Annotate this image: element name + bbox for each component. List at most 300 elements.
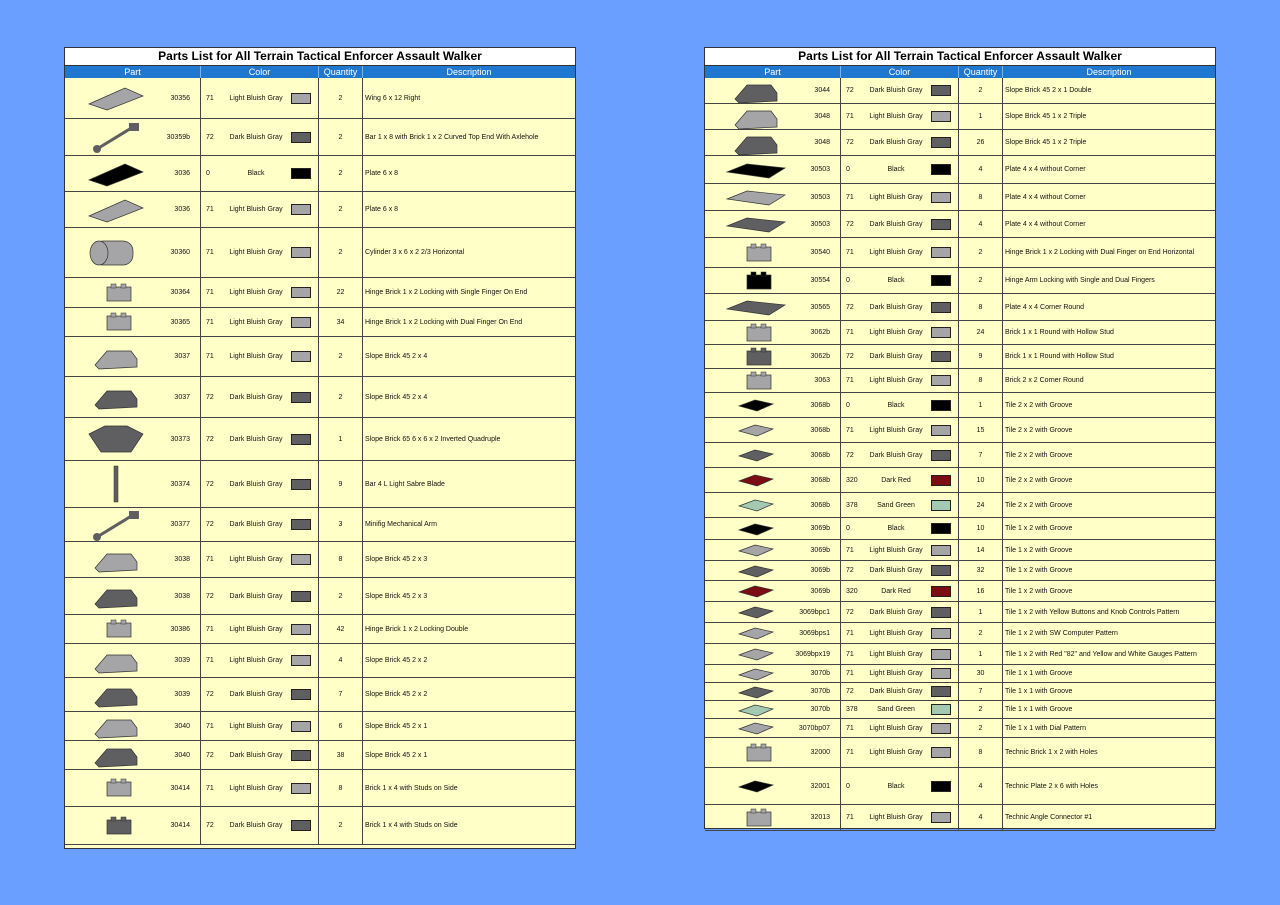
color-code: 72 (846, 608, 854, 616)
description-cell: Tile 1 x 1 with Groove (1005, 688, 1073, 695)
part-image-icon (71, 418, 161, 460)
color-name: Light Bluish Gray (229, 94, 283, 102)
part-image-icon (711, 701, 801, 718)
color-code: 72 (846, 688, 854, 695)
description-cell: Plate 6 x 8 (365, 170, 399, 177)
table-row (705, 683, 1215, 701)
part-cell (65, 542, 201, 577)
color-name: Black (887, 166, 905, 173)
quantity-cell: 24 (959, 321, 1003, 344)
part-image-icon (711, 561, 801, 580)
color-swatch (931, 565, 951, 576)
part-image-icon (71, 615, 161, 643)
parts-list-title: Parts List for All Terrain Tactical Enforcer Assault Walker (705, 48, 1215, 66)
quantity-cell: 16 (959, 581, 1003, 601)
part-image-icon (711, 719, 801, 737)
part-number: 30414 (170, 822, 190, 829)
part-image-icon (71, 712, 161, 740)
table-row (65, 712, 575, 741)
table-row (65, 192, 575, 228)
part-image-icon (711, 104, 801, 129)
part-image-icon (71, 228, 161, 277)
color-name: Dark Red (881, 476, 911, 484)
part-image-icon (711, 644, 801, 664)
color-cell (841, 561, 959, 580)
color-code: 71 (846, 670, 854, 677)
color-name: Light Bluish Gray (869, 670, 923, 677)
quantity-cell: 22 (319, 278, 363, 307)
color-code: 71 (206, 206, 214, 213)
part-cell (65, 508, 201, 541)
color-code: 71 (846, 724, 854, 732)
color-cell (201, 78, 319, 118)
color-code: 72 (846, 451, 854, 459)
part-image-icon (71, 678, 161, 711)
color-code: 71 (846, 249, 854, 256)
part-number: 3068b (810, 476, 830, 484)
description-cell: Tile 1 x 2 with SW Computer Pattern (1005, 629, 1118, 637)
color-cell (201, 461, 319, 507)
part-cell (65, 278, 201, 307)
color-cell (201, 119, 319, 155)
color-name: Dark Bluish Gray (229, 393, 283, 401)
color-swatch (291, 519, 311, 530)
quantity-cell: 8 (959, 369, 1003, 392)
color-swatch (291, 721, 311, 732)
color-code: 72 (846, 303, 854, 311)
color-cell (841, 294, 959, 320)
color-cell (201, 542, 319, 577)
color-cell (841, 493, 959, 517)
part-cell (705, 581, 841, 601)
header-description: Description (446, 67, 492, 77)
parts-list-right (704, 47, 1216, 829)
part-cell (65, 156, 201, 191)
color-code: 71 (206, 318, 214, 326)
part-cell (705, 418, 841, 442)
table-row (65, 578, 575, 615)
color-swatch (931, 400, 951, 411)
color-code: 71 (846, 377, 854, 384)
color-name: Dark Bluish Gray (229, 822, 283, 829)
color-code: 71 (846, 629, 854, 637)
quantity-cell: 2 (319, 337, 363, 376)
table-row (705, 644, 1215, 665)
part-image-icon (711, 738, 801, 767)
part-number: 3037 (174, 393, 190, 401)
table-row (705, 443, 1215, 468)
description-cell: Slope Brick 45 2 x 3 (365, 556, 428, 563)
description-cell: Brick 1 x 1 Round with Hollow Stud (1005, 329, 1114, 336)
table-row (705, 294, 1215, 321)
color-swatch (291, 168, 311, 179)
color-cell (841, 701, 959, 718)
part-cell (705, 561, 841, 580)
color-cell (841, 644, 959, 664)
color-swatch (931, 704, 951, 715)
color-name: Light Bluish Gray (869, 113, 923, 120)
table-row (705, 602, 1215, 623)
part-image-icon (711, 581, 801, 601)
color-name: Black (247, 170, 265, 177)
color-swatch (291, 247, 311, 258)
description-cell: Hinge Brick 1 x 2 Locking with Single Finger On End (365, 289, 528, 296)
color-cell (841, 345, 959, 368)
part-image-icon (71, 337, 161, 376)
color-swatch (931, 425, 951, 436)
part-cell (65, 741, 201, 769)
color-code: 71 (206, 625, 214, 633)
part-number: 3036 (174, 206, 190, 213)
part-image-icon (711, 768, 801, 804)
part-image-icon (71, 119, 161, 155)
color-code: 71 (846, 749, 854, 756)
part-number: 3069b (810, 546, 830, 554)
color-name: Light Bluish Gray (229, 625, 283, 633)
color-swatch (291, 783, 311, 794)
table-row (65, 156, 575, 192)
part-cell (705, 294, 841, 320)
quantity-cell: 2 (319, 192, 363, 227)
table-row (705, 468, 1215, 493)
part-number: 30356 (170, 94, 190, 102)
color-code: 72 (846, 353, 854, 360)
description-cell: Hinge Brick 1 x 2 Locking with Dual Finger on End Horizontal (1005, 249, 1195, 256)
table-row (65, 461, 575, 508)
parts-list-left (64, 47, 576, 849)
part-number: 3068b (810, 426, 830, 434)
color-name: Black (887, 401, 905, 409)
color-swatch (931, 649, 951, 660)
color-cell (201, 508, 319, 541)
color-name: Light Bluish Gray (229, 318, 283, 326)
color-cell (201, 615, 319, 643)
color-code: 72 (206, 592, 214, 600)
color-name: Dark Bluish Gray (869, 567, 923, 574)
color-cell (201, 678, 319, 711)
description-cell: Technic Plate 2 x 6 with Holes (1005, 782, 1098, 790)
quantity-cell: 2 (959, 268, 1003, 293)
description-cell: Slope Brick 45 2 x 1 (365, 722, 428, 730)
part-image-icon (711, 130, 801, 155)
description-cell: Plate 4 x 4 Corner Round (1005, 303, 1084, 311)
description-cell: Brick 2 x 2 Corner Round (1005, 377, 1084, 384)
color-code: 71 (846, 329, 854, 336)
color-swatch (931, 192, 951, 203)
quantity-cell: 42 (319, 615, 363, 643)
part-cell (705, 738, 841, 767)
quantity-cell: 4 (959, 805, 1003, 830)
part-image-icon (71, 578, 161, 614)
color-name: Dark Bluish Gray (229, 133, 283, 141)
color-name: Dark Bluish Gray (869, 139, 923, 146)
description-cell: Tile 2 x 2 with Groove (1005, 476, 1073, 484)
color-name: Light Bluish Gray (869, 814, 923, 821)
color-name: Dark Red (881, 587, 911, 595)
part-number: 3068b (810, 501, 830, 509)
part-image-icon (711, 623, 801, 643)
part-image-icon (711, 156, 801, 183)
part-number: 3038 (174, 556, 190, 563)
header-quantity: Quantity (959, 66, 1003, 78)
quantity-cell: 8 (959, 184, 1003, 210)
color-cell (201, 228, 319, 277)
color-swatch (931, 628, 951, 639)
color-cell (841, 418, 959, 442)
color-code: 72 (206, 822, 214, 829)
description-cell: Tile 1 x 2 with Groove (1005, 567, 1073, 574)
color-name: Light Bluish Gray (869, 546, 923, 554)
color-swatch (291, 689, 311, 700)
table-row (705, 238, 1215, 268)
color-swatch (931, 607, 951, 618)
table-row (705, 369, 1215, 393)
color-name: Dark Bluish Gray (869, 451, 923, 459)
color-name: Light Bluish Gray (869, 329, 923, 336)
quantity-cell: 9 (319, 461, 363, 507)
part-cell (705, 268, 841, 293)
table-row (705, 540, 1215, 561)
quantity-cell: 8 (959, 294, 1003, 320)
color-swatch (931, 545, 951, 556)
description-cell: Slope Brick 45 2 x 1 Double (1005, 87, 1092, 94)
color-code: 320 (846, 476, 858, 484)
part-cell (705, 719, 841, 737)
color-name: Dark Bluish Gray (869, 87, 923, 94)
part-number: 3044 (814, 87, 830, 94)
color-code: 0 (846, 277, 850, 284)
part-number: 30364 (170, 289, 190, 296)
part-image-icon (71, 807, 161, 844)
color-cell (201, 278, 319, 307)
part-cell (705, 321, 841, 344)
color-cell (841, 805, 959, 830)
part-number: 30359b (166, 133, 190, 141)
part-image-icon (71, 78, 161, 118)
color-cell (841, 156, 959, 183)
part-number: 30360 (170, 249, 190, 256)
quantity-cell: 1 (319, 418, 363, 460)
part-cell (65, 418, 201, 460)
part-image-icon (71, 741, 161, 769)
parts-table-body (65, 78, 575, 845)
color-swatch (291, 820, 311, 831)
color-swatch (931, 351, 951, 362)
part-cell (705, 393, 841, 417)
color-swatch (931, 500, 951, 511)
table-row (65, 542, 575, 578)
color-swatch (931, 523, 951, 534)
part-number: 30365 (170, 318, 190, 326)
color-code: 71 (206, 94, 214, 102)
table-row (705, 701, 1215, 719)
quantity-cell: 2 (319, 119, 363, 155)
part-number: 3039 (174, 691, 190, 698)
color-cell (841, 540, 959, 560)
part-image-icon (711, 602, 801, 622)
table-row (705, 581, 1215, 602)
color-name: Light Bluish Gray (229, 353, 283, 360)
color-name: Dark Bluish Gray (869, 220, 923, 228)
color-name: Dark Bluish Gray (229, 751, 283, 759)
color-cell (201, 377, 319, 417)
part-number: 3069b (810, 587, 830, 595)
color-name: Light Bluish Gray (869, 650, 923, 658)
header-color: Color (201, 66, 319, 78)
quantity-cell: 8 (319, 542, 363, 577)
color-swatch (291, 591, 311, 602)
color-cell (841, 468, 959, 492)
quantity-cell: 1 (959, 104, 1003, 129)
part-image-icon (71, 192, 161, 227)
color-code: 71 (846, 193, 854, 201)
color-name: Dark Bluish Gray (869, 353, 923, 360)
color-name: Dark Bluish Gray (869, 303, 923, 311)
part-number: 30554 (810, 277, 830, 284)
part-cell (65, 192, 201, 227)
color-code: 71 (846, 546, 854, 554)
part-cell (705, 623, 841, 643)
color-code: 0 (846, 782, 850, 790)
quantity-cell: 4 (959, 768, 1003, 804)
color-swatch (291, 750, 311, 761)
quantity-cell: 2 (319, 578, 363, 614)
part-image-icon (711, 418, 801, 442)
description-cell: Tile 1 x 1 with Dial Pattern (1005, 724, 1087, 732)
color-swatch (931, 586, 951, 597)
color-cell (841, 238, 959, 267)
color-code: 71 (846, 650, 854, 658)
color-cell (841, 268, 959, 293)
color-swatch (931, 450, 951, 461)
color-code: 0 (846, 525, 850, 532)
part-image-icon (711, 493, 801, 517)
quantity-cell: 30 (959, 665, 1003, 682)
part-image-icon (711, 211, 801, 237)
part-number: 30540 (810, 249, 830, 256)
description-cell: Bar 1 x 8 with Brick 1 x 2 Curved Top End With Axlehole (365, 133, 539, 141)
color-code: 378 (846, 706, 858, 713)
part-image-icon (711, 268, 801, 293)
part-image-icon (711, 78, 801, 103)
color-cell (841, 184, 959, 210)
color-swatch (291, 287, 311, 298)
part-image-icon (711, 683, 801, 700)
quantity-cell: 4 (959, 211, 1003, 237)
quantity-cell: 8 (319, 770, 363, 806)
table-row (705, 768, 1215, 805)
part-number: 3068b (810, 401, 830, 409)
table-row (705, 321, 1215, 345)
quantity-cell: 10 (959, 468, 1003, 492)
description-cell: Slope Brick 45 2 x 4 (365, 353, 428, 360)
color-swatch (931, 327, 951, 338)
quantity-cell: 7 (959, 443, 1003, 467)
part-number: 3069b (810, 525, 830, 532)
color-cell (201, 192, 319, 227)
color-name: Dark Bluish Gray (229, 521, 283, 528)
color-name: Light Bluish Gray (229, 784, 283, 792)
part-cell (65, 308, 201, 336)
part-cell (705, 540, 841, 560)
quantity-cell: 2 (959, 78, 1003, 103)
parts-table-body (705, 78, 1215, 831)
color-cell (201, 337, 319, 376)
color-code: 72 (846, 139, 854, 146)
description-cell: Tile 1 x 2 with Red "82" and Yellow and White Gauges Pattern (1005, 650, 1197, 658)
part-number: 30386 (170, 625, 190, 633)
table-row (65, 418, 575, 461)
color-swatch (931, 302, 951, 313)
part-number: 3063 (814, 377, 830, 384)
color-name: Black (887, 277, 905, 284)
part-cell (705, 156, 841, 183)
table-row (705, 805, 1215, 831)
part-image-icon (711, 540, 801, 560)
color-swatch (291, 655, 311, 666)
part-number: 30503 (810, 193, 830, 201)
part-cell (705, 701, 841, 718)
table-row (65, 644, 575, 678)
part-number: 30565 (810, 303, 830, 311)
color-name: Light Bluish Gray (229, 556, 283, 563)
color-cell (841, 683, 959, 700)
color-swatch (931, 247, 951, 258)
part-cell (65, 377, 201, 417)
table-row (65, 678, 575, 712)
part-image-icon (711, 369, 801, 392)
description-cell: Slope Brick 65 6 x 6 x 2 Inverted Quadruple (365, 435, 501, 443)
color-name: Light Bluish Gray (229, 289, 283, 296)
part-number: 3069b (810, 567, 830, 574)
color-swatch (291, 132, 311, 143)
description-cell: Bar 4 L Light Sabre Blade (365, 480, 445, 488)
part-image-icon (711, 665, 801, 682)
quantity-cell: 2 (959, 623, 1003, 643)
quantity-cell: 6 (319, 712, 363, 740)
color-name: Sand Green (877, 501, 915, 509)
color-name: Light Bluish Gray (869, 249, 923, 256)
color-code: 71 (206, 657, 214, 664)
table-row (705, 493, 1215, 518)
part-cell (705, 443, 841, 467)
color-code: 72 (206, 393, 214, 401)
color-cell (841, 518, 959, 539)
table-row (65, 377, 575, 418)
part-image-icon (711, 443, 801, 467)
color-swatch (931, 375, 951, 386)
color-code: 71 (206, 784, 214, 792)
color-name: Light Bluish Gray (229, 249, 283, 256)
color-name: Black (887, 782, 905, 790)
color-code: 0 (206, 170, 210, 177)
color-cell (201, 578, 319, 614)
description-cell: Plate 4 x 4 without Corner (1005, 166, 1086, 173)
color-cell (841, 104, 959, 129)
table-row (65, 807, 575, 845)
color-swatch (931, 686, 951, 697)
part-number: 3070b (810, 706, 830, 713)
color-cell (201, 770, 319, 806)
part-number: 3070b (810, 688, 830, 695)
color-code: 71 (206, 249, 214, 256)
table-row (705, 623, 1215, 644)
color-name: Light Bluish Gray (869, 724, 923, 732)
color-name: Dark Bluish Gray (229, 691, 283, 698)
color-swatch (291, 93, 311, 104)
part-number: 3070b (810, 670, 830, 677)
part-number: 3036 (174, 170, 190, 177)
